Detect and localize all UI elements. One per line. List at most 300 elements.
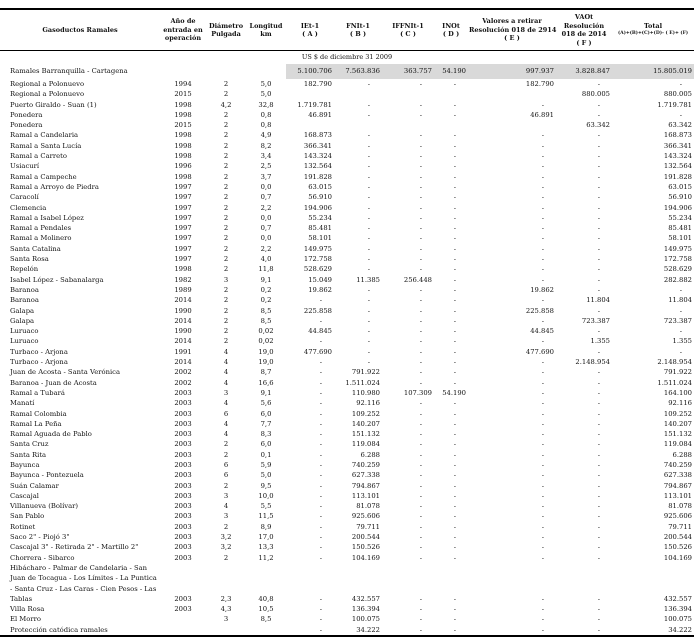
value-cell: 2 xyxy=(223,110,229,119)
value-cell: - xyxy=(319,440,322,449)
value-cell: - xyxy=(541,512,544,521)
value-cell: - xyxy=(541,368,544,377)
value-cell: 109.252 xyxy=(351,409,380,418)
value-cell: - xyxy=(453,543,456,552)
value-cell: - xyxy=(319,368,322,377)
value-cell: - xyxy=(319,419,322,428)
value-cell: 15.049 xyxy=(308,275,332,284)
value-cell: 2.148.954 xyxy=(657,358,692,367)
value-cell: - xyxy=(679,80,682,88)
value-cell: - xyxy=(597,347,600,356)
value-cell: 528.629 xyxy=(663,265,692,274)
value-cell: 0,02 xyxy=(258,337,274,346)
value-cell: - xyxy=(453,491,456,500)
value-cell: 107.309 xyxy=(403,388,432,397)
value-cell: 2,2 xyxy=(260,244,272,253)
value-cell: 366.341 xyxy=(663,141,692,150)
value-cell: - xyxy=(541,182,544,191)
value-cell: 2003 xyxy=(174,399,192,408)
value-cell: - xyxy=(453,131,456,140)
value-cell: - xyxy=(367,244,370,253)
value-cell: 6,0 xyxy=(260,440,272,449)
value-cell: 1997 xyxy=(174,255,192,264)
value-cell: - xyxy=(367,316,370,325)
value-cell: 2,5 xyxy=(260,162,272,171)
value-cell: - xyxy=(541,131,544,140)
ramal-name-cell: Luruaco xyxy=(10,327,39,336)
value-cell: - xyxy=(453,296,456,305)
value-cell: - xyxy=(419,110,422,119)
value-cell: - xyxy=(597,203,600,212)
value-cell: - xyxy=(319,358,322,367)
value-cell: 2 xyxy=(223,522,229,531)
value-cell: - xyxy=(541,203,544,212)
value-cell: 63.015 xyxy=(668,182,692,191)
value-cell: 92.116 xyxy=(668,399,692,408)
value-cell: 104.169 xyxy=(351,553,380,562)
value-cell: - xyxy=(419,255,422,264)
value-cell: - xyxy=(453,265,456,274)
value-cell: - xyxy=(597,244,600,253)
value-cell: - xyxy=(419,419,422,428)
value-cell: - xyxy=(367,131,370,140)
value-cell: - xyxy=(541,409,544,418)
value-cell: 194.906 xyxy=(303,203,332,212)
value-cell: 2003 xyxy=(174,522,192,531)
value-cell: - xyxy=(597,605,600,614)
value-cell: - xyxy=(419,234,422,243)
column-header-iffnit-1-c: IFFNIt-1 ( C ) xyxy=(382,9,434,51)
table-row xyxy=(0,130,694,140)
value-cell: - xyxy=(367,327,370,336)
table-row xyxy=(0,89,694,99)
value-cell: - xyxy=(597,285,600,294)
value-cell: - xyxy=(453,152,456,161)
value-cell: - xyxy=(597,430,600,439)
value-cell: 2 xyxy=(223,90,229,99)
value-cell: 3 xyxy=(223,512,229,521)
value-cell: - xyxy=(453,244,456,253)
value-cell: - xyxy=(453,110,456,119)
value-cell: 3,2 xyxy=(220,533,232,542)
value-cell: - xyxy=(597,213,600,222)
value-cell xyxy=(206,625,246,636)
value-cell: - xyxy=(367,100,370,109)
value-cell: 0,2 xyxy=(260,285,272,294)
value-cell: 1997 xyxy=(174,234,192,243)
value-cell: - xyxy=(679,306,682,315)
value-cell: 0,7 xyxy=(260,193,272,202)
value-cell: - xyxy=(453,182,456,191)
value-cell: 8,9 xyxy=(260,522,272,531)
value-cell: - xyxy=(453,481,456,490)
value-cell: 44.845 xyxy=(308,327,332,336)
value-cell: 2 xyxy=(223,121,229,130)
value-cell: 143.324 xyxy=(663,152,692,161)
table-row xyxy=(0,604,694,614)
table-row xyxy=(0,275,694,285)
value-cell: - xyxy=(419,172,422,181)
value-cell: - xyxy=(453,358,456,367)
table-row xyxy=(0,522,694,532)
value-cell: 1998 xyxy=(174,152,192,161)
ramal-name-cell: Santa Rosa xyxy=(10,255,49,264)
table-row xyxy=(0,182,694,192)
value-cell: 168.873 xyxy=(663,131,692,140)
value-cell: 19,0 xyxy=(258,347,274,356)
table-row xyxy=(0,285,694,295)
value-cell: - xyxy=(597,327,600,336)
value-cell: 3,4 xyxy=(260,152,272,161)
value-cell: - xyxy=(419,502,422,511)
value-cell: - xyxy=(453,419,456,428)
value-cell: 81.078 xyxy=(356,502,380,511)
value-cell: - xyxy=(541,234,544,243)
value-cell: 366.341 xyxy=(303,141,332,150)
value-cell: - xyxy=(597,512,600,521)
value-cell: - xyxy=(367,306,370,315)
ramal-name-cell: Saco 2" - Piojó 3" xyxy=(10,533,70,542)
value-cell: - xyxy=(453,193,456,202)
value-cell: 4,3 xyxy=(220,605,232,614)
value-cell: - xyxy=(597,172,600,181)
value-cell: - xyxy=(419,615,422,624)
value-cell: 85.481 xyxy=(668,224,692,233)
value-cell xyxy=(382,89,434,99)
value-cell: 0,8 xyxy=(260,121,272,130)
value-cell: - xyxy=(419,625,422,634)
ramal-name-cell: Caracolí xyxy=(10,193,39,202)
value-cell: 58.101 xyxy=(308,234,332,243)
value-cell: - xyxy=(319,615,322,624)
value-cell: - xyxy=(597,234,600,243)
value-cell: - xyxy=(419,131,422,140)
value-cell: 256.448 xyxy=(403,275,432,284)
value-cell: - xyxy=(419,347,422,356)
value-cell: - xyxy=(419,100,422,109)
table-row xyxy=(0,347,694,357)
header-row xyxy=(0,9,694,51)
currency-note-row xyxy=(0,51,694,65)
value-cell: - xyxy=(319,337,322,346)
value-cell xyxy=(382,120,434,130)
value-cell: 44.845 xyxy=(530,327,554,336)
ramal-name-cell: Ramal a Santa Lucía xyxy=(10,141,82,150)
value-cell: 3 xyxy=(223,388,229,397)
ramal-name-cell: Bayunca xyxy=(10,460,40,469)
value-cell: - xyxy=(597,553,600,562)
table-header xyxy=(0,9,694,51)
ramal-name-cell: Ramal a Pendales xyxy=(10,224,72,233)
value-cell: 1990 xyxy=(174,327,192,336)
value-cell: - xyxy=(319,450,322,459)
value-cell: - xyxy=(367,358,370,367)
value-cell: - xyxy=(541,430,544,439)
column-header-diametro-pulgada: Diámetro Pulgada xyxy=(206,9,246,51)
value-cell: 10,0 xyxy=(258,491,274,500)
value-cell: 4 xyxy=(223,378,229,387)
value-cell: - xyxy=(453,162,456,171)
ramal-name-cell: Ramal a Tubará xyxy=(10,388,65,397)
value-cell: - xyxy=(319,605,322,614)
value-cell: 191.828 xyxy=(663,172,692,181)
value-cell: - xyxy=(597,615,600,624)
value-cell: 6.288 xyxy=(360,450,380,459)
value-cell: 54.190 xyxy=(434,64,468,79)
value-cell: 740.259 xyxy=(351,460,380,469)
table-row xyxy=(0,429,694,439)
ramal-name-cell: Santa Cruz xyxy=(10,440,49,449)
value-cell: - xyxy=(597,182,600,191)
value-cell: - xyxy=(453,553,456,562)
value-cell: 8,5 xyxy=(260,306,272,315)
value-cell: 2 xyxy=(223,327,229,336)
value-cell: - xyxy=(453,522,456,531)
value-cell: 32,8 xyxy=(258,100,274,109)
value-cell: 4 xyxy=(223,399,229,408)
value-cell: - xyxy=(597,224,600,233)
value-cell: - xyxy=(541,481,544,490)
table-row xyxy=(0,542,694,552)
value-cell: 1997 xyxy=(174,203,192,212)
value-cell: 172.758 xyxy=(303,255,332,264)
value-cell: 79.711 xyxy=(668,522,692,531)
value-cell: 63.342 xyxy=(668,121,692,130)
value-cell: - xyxy=(419,368,422,377)
value-cell: 104.169 xyxy=(663,553,692,562)
ramal-name-cell: Baranoa xyxy=(10,296,39,305)
value-cell: - xyxy=(453,625,456,634)
value-cell: 200.544 xyxy=(663,533,692,542)
value-cell xyxy=(160,64,206,79)
value-cell: 46.891 xyxy=(308,110,332,119)
ramal-name-cell: Santa Rita xyxy=(10,450,47,459)
value-cell xyxy=(334,89,382,99)
value-cell: - xyxy=(419,193,422,202)
value-cell: 2003 xyxy=(174,512,192,521)
value-cell: 5,6 xyxy=(260,399,272,408)
value-cell: 925.606 xyxy=(351,512,380,521)
value-cell: 136.394 xyxy=(351,605,380,614)
value-cell: - xyxy=(541,450,544,459)
value-cell: 6 xyxy=(223,409,229,418)
value-cell: - xyxy=(541,533,544,542)
value-cell: - xyxy=(367,110,370,119)
value-cell xyxy=(434,120,468,130)
value-cell: 528.629 xyxy=(303,265,332,274)
value-cell: 9,5 xyxy=(260,481,272,490)
table-row xyxy=(0,233,694,243)
value-cell: 2014 xyxy=(174,358,192,367)
value-cell: - xyxy=(319,296,322,305)
value-cell: - xyxy=(319,502,322,511)
value-cell: 34.222 xyxy=(356,625,380,634)
value-cell: 477.690 xyxy=(303,347,332,356)
value-cell xyxy=(468,89,556,99)
value-cell: - xyxy=(597,131,600,140)
value-cell: - xyxy=(319,543,322,552)
value-cell: 723.387 xyxy=(581,316,610,325)
value-cell: 2 xyxy=(223,234,229,243)
table-row xyxy=(0,264,694,274)
value-cell: 880.005 xyxy=(663,90,692,99)
table-row xyxy=(0,244,694,254)
value-cell: - xyxy=(367,203,370,212)
ramal-name-cell: Bayunca - Pontezuela xyxy=(10,471,84,480)
value-cell: 1989 xyxy=(174,285,192,294)
value-cell: 0,1 xyxy=(260,450,272,459)
value-cell: - xyxy=(453,285,456,294)
ramal-name-cell: Suán Calamar xyxy=(10,481,59,490)
value-cell: - xyxy=(319,481,322,490)
value-cell: - xyxy=(319,512,322,521)
value-cell: - xyxy=(453,450,456,459)
table-row xyxy=(0,79,694,89)
table-row xyxy=(0,563,694,604)
value-cell: - xyxy=(453,533,456,542)
value-cell: 2014 xyxy=(174,296,192,305)
value-cell: 5,5 xyxy=(260,502,272,511)
ramal-name-cell: Puerto Giraldo - Suan (1) xyxy=(10,100,97,109)
value-cell: 1.719.781 xyxy=(297,100,332,109)
value-cell: - xyxy=(597,502,600,511)
value-cell: - xyxy=(453,316,456,325)
ramal-name-cell: Ramal a Molinero xyxy=(10,234,72,243)
value-cell: - xyxy=(319,553,322,562)
value-cell: 2003 xyxy=(174,440,192,449)
table-row xyxy=(0,120,694,130)
value-cell: - xyxy=(453,368,456,377)
value-cell: 8,2 xyxy=(260,141,272,150)
ramal-name-cell: El Morro xyxy=(10,615,41,624)
value-cell: - xyxy=(597,594,600,603)
table-row xyxy=(0,460,694,470)
value-cell: - xyxy=(419,533,422,542)
value-cell: - xyxy=(597,110,600,119)
value-cell: 1994 xyxy=(174,80,192,88)
ramal-name-cell: Villa Rosa xyxy=(10,605,45,614)
ramal-name-cell: Ramal a Arroyo de Piedra xyxy=(10,182,99,191)
value-cell: - xyxy=(679,327,682,336)
value-cell: 6,0 xyxy=(260,409,272,418)
ramal-name-cell: Ramal a Carreto xyxy=(10,152,67,161)
value-cell: 2 xyxy=(223,265,229,274)
ramal-name-cell: Luruaco xyxy=(10,337,39,346)
value-cell: - xyxy=(419,481,422,490)
value-cell: - xyxy=(367,182,370,191)
value-cell: - xyxy=(541,316,544,325)
value-cell: - xyxy=(367,152,370,161)
table-row xyxy=(0,625,694,636)
table-row xyxy=(0,161,694,171)
value-cell: - xyxy=(419,182,422,191)
value-cell: - xyxy=(419,553,422,562)
ramal-name-cell: Rotinet xyxy=(10,522,36,531)
value-cell: 2003 xyxy=(174,481,192,490)
value-cell: 149.975 xyxy=(663,244,692,253)
ramal-name-cell: Ramal La Peña xyxy=(10,419,62,428)
value-cell: - xyxy=(367,285,370,294)
value-cell: 0,2 xyxy=(260,296,272,305)
value-cell: 432.557 xyxy=(663,594,692,603)
value-cell: - xyxy=(453,594,456,603)
value-cell: 1998 xyxy=(174,110,192,119)
value-cell: - xyxy=(597,141,600,150)
column-header-fnit-1-b: FNIt-1 ( B ) xyxy=(334,9,382,51)
value-cell: 92.116 xyxy=(356,399,380,408)
value-cell: 2 xyxy=(223,182,229,191)
value-cell: 1.355 xyxy=(672,337,692,346)
ramal-name-cell: Santa Catalina xyxy=(10,244,61,253)
value-cell: - xyxy=(419,358,422,367)
table-row xyxy=(0,388,694,398)
value-cell: 4,9 xyxy=(260,131,272,140)
table-row xyxy=(0,357,694,367)
value-cell: 5.100.706 xyxy=(286,64,334,79)
value-cell: - xyxy=(453,141,456,150)
value-cell: - xyxy=(453,347,456,356)
value-cell: 2 xyxy=(223,316,229,325)
ramal-name-cell: Cascajal xyxy=(10,491,39,500)
value-cell: 1982 xyxy=(174,275,192,284)
value-cell: 2 xyxy=(223,152,229,161)
value-cell: 16,6 xyxy=(258,378,274,387)
table-row xyxy=(0,419,694,429)
value-cell: - xyxy=(541,388,544,397)
ramal-name-cell: Juan de Acosta - Santa Verónica xyxy=(10,368,121,377)
value-cell: - xyxy=(319,625,322,634)
table-row xyxy=(0,501,694,511)
value-cell: 225.858 xyxy=(303,306,332,315)
value-cell: - xyxy=(597,152,600,161)
value-cell: - xyxy=(419,543,422,552)
value-cell: - xyxy=(597,388,600,397)
value-cell: 0,0 xyxy=(260,213,272,222)
value-cell: - xyxy=(367,172,370,181)
value-cell: 191.828 xyxy=(303,172,332,181)
value-cell: - xyxy=(541,419,544,428)
value-cell: 4 xyxy=(223,419,229,428)
value-cell: - xyxy=(679,347,682,356)
table-row xyxy=(0,378,694,388)
value-cell: 56.910 xyxy=(668,193,692,202)
value-cell: - xyxy=(541,141,544,150)
table-row xyxy=(0,151,694,161)
ramal-name-cell: San Pablo xyxy=(10,512,45,521)
value-cell: 1.719.781 xyxy=(657,100,692,109)
value-cell: 1996 xyxy=(174,162,192,171)
value-cell: - xyxy=(319,409,322,418)
ramal-name-cell: Ponedera xyxy=(10,121,43,130)
value-cell: 477.690 xyxy=(525,347,554,356)
value-cell: - xyxy=(419,440,422,449)
value-cell: - xyxy=(419,296,422,305)
value-cell: 2003 xyxy=(174,450,192,459)
value-cell: - xyxy=(541,296,544,305)
value-cell: 2002 xyxy=(174,368,192,377)
value-cell: 2 xyxy=(223,285,229,294)
value-cell: 2003 xyxy=(174,471,192,480)
value-cell: 8,5 xyxy=(260,316,272,325)
value-cell: 85.481 xyxy=(308,224,332,233)
value-cell: 182.790 xyxy=(303,80,332,88)
table-row xyxy=(0,491,694,501)
value-cell: 8,7 xyxy=(260,368,272,377)
value-cell: 363.757 xyxy=(382,64,434,79)
value-cell: - xyxy=(597,625,600,634)
value-cell: - xyxy=(541,471,544,480)
value-cell xyxy=(160,614,206,624)
